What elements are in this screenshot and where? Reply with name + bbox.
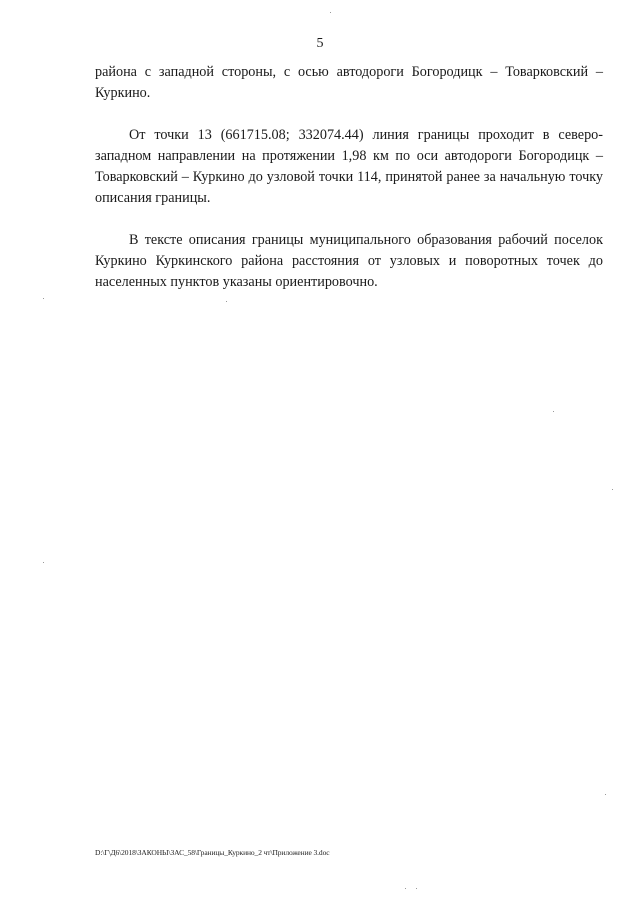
paragraph-distances-note: В тексте описания границы муниципального образования рабочий поселок Куркино Куркинского района расстояния от узловых и поворотных точек до населенных пунктов указаны ориентировочно. xyxy=(95,232,603,290)
scan-speck xyxy=(612,489,613,490)
scan-speck xyxy=(43,298,44,299)
document-body xyxy=(95,62,603,314)
scan-speck xyxy=(605,794,606,795)
scan-speck xyxy=(226,301,227,302)
scan-speck xyxy=(330,12,331,13)
paragraph-boundary-point-13: От точки 13 (661715.08; 332074.44) линия границы проходит в северо-западном направлении на протяжении 1,98 км по оси автодороги Богородицк – Товарковский – Куркино до узловой точки 114, принятой ранее за начальную точку описания границы. xyxy=(95,127,603,206)
page-number: 5 xyxy=(316,36,324,51)
scan-speck xyxy=(553,411,554,412)
file-path-footer: D:\Г\Д6\2018\ЗАКОНЫ\ЗАС_58\Границы_Куркино_2 чт\Приложение 3.doc xyxy=(95,848,330,857)
scan-speck xyxy=(405,888,406,889)
paragraph-continuation: района с западной стороны, с осью автодороги Богородицк – Товарковский – Куркино. xyxy=(95,64,603,101)
scan-speck xyxy=(43,562,44,563)
scan-speck xyxy=(416,888,417,889)
